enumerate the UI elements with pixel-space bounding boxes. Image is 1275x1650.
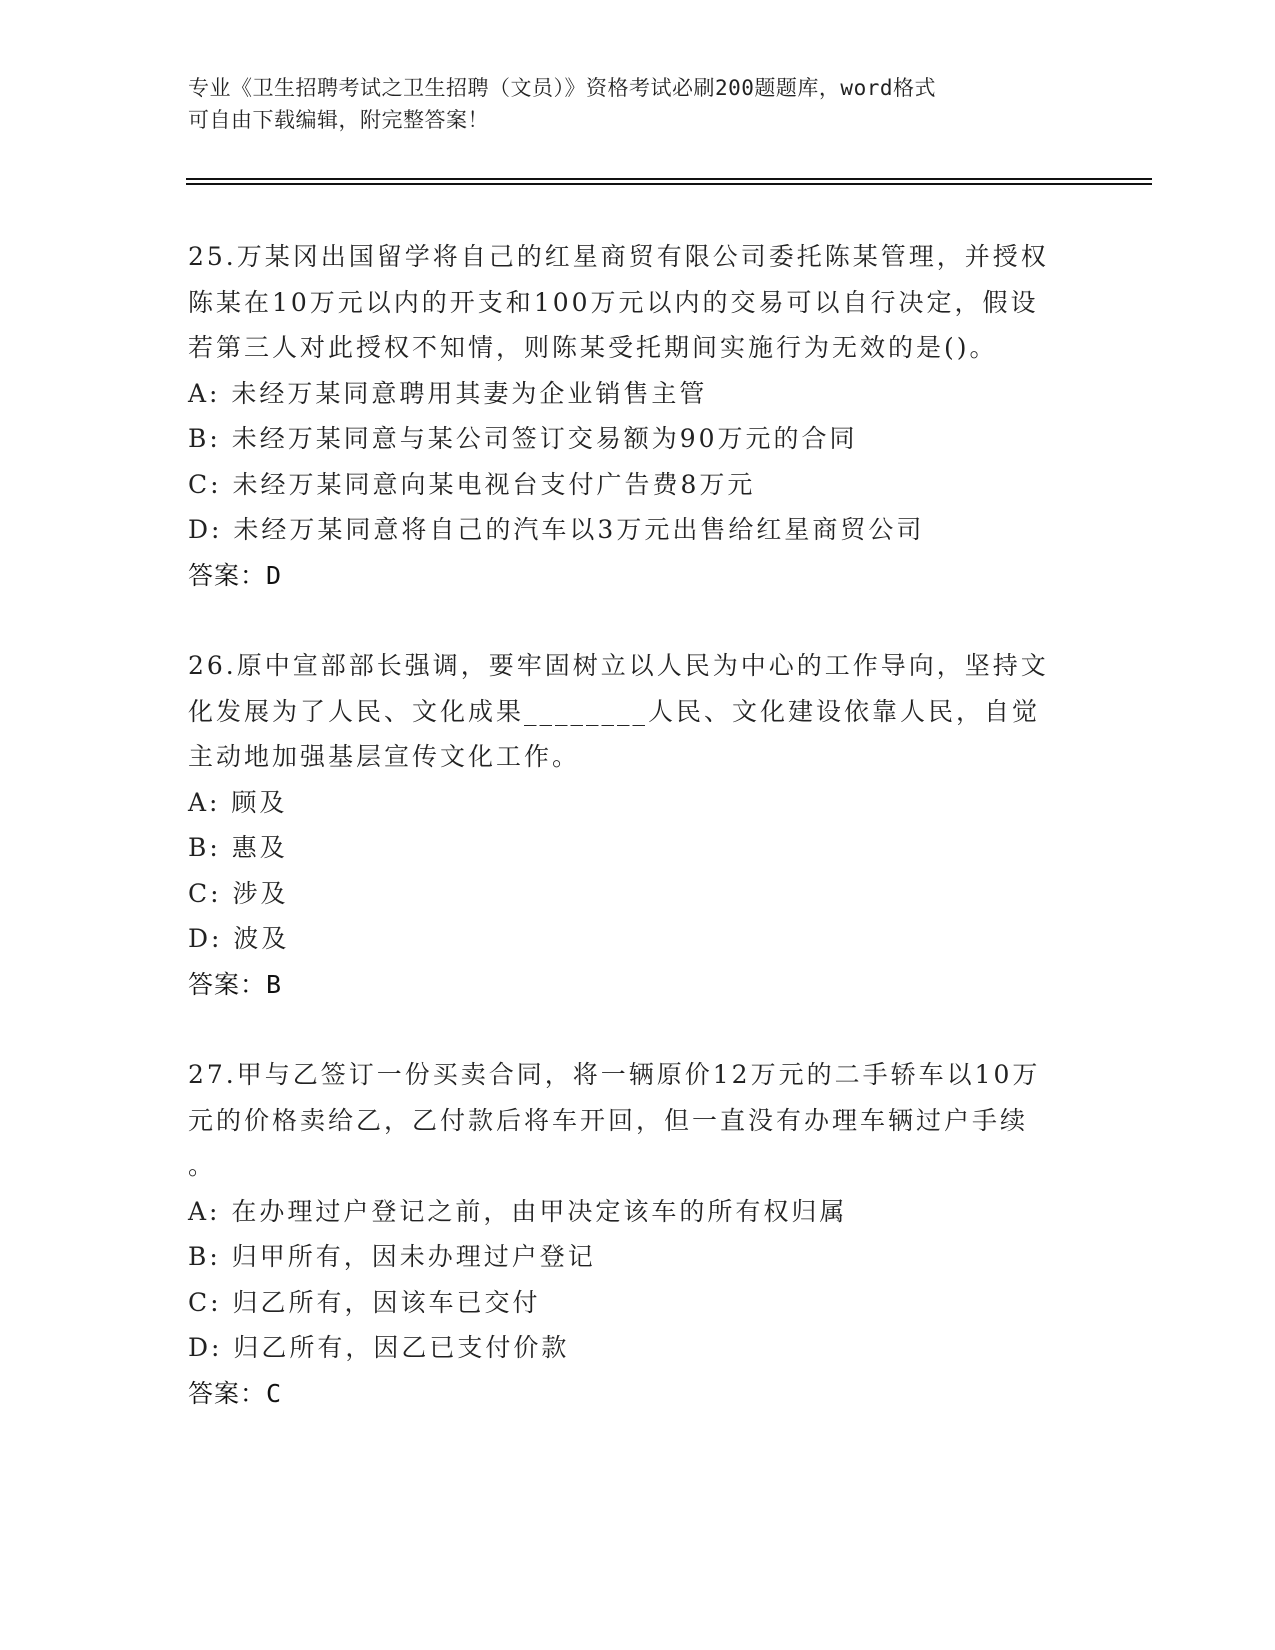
option-c: C: 未经万某同意向某电视台支付广告费8万元 xyxy=(188,469,756,499)
option-d: D: 波及 xyxy=(188,924,290,953)
option-d: D: 归乙所有，因乙已支付价款 xyxy=(188,1333,570,1362)
question-stem-line: 化发展为了人民、文化成果________人民、文化建设依靠人民，自觉 xyxy=(188,696,1041,726)
option-b: B: 惠及 xyxy=(188,833,288,862)
question-26 xyxy=(188,643,1088,1007)
answer-line: 答案：D xyxy=(188,560,283,590)
option-a: A: 在办理过户登记之前，由甲决定该车的所有权归属 xyxy=(188,1196,848,1226)
option-c: C: 涉及 xyxy=(188,878,289,908)
question-27 xyxy=(188,1052,1088,1416)
option-b: B: 未经万某同意与某公司签订交易额为90万元的合同 xyxy=(188,424,858,453)
question-stem-line: 25.万某冈出国留学将自己的红星商贸有限公司委托陈某管理，并授权 xyxy=(188,242,1049,271)
question-stem-line: 26.原中宣部部长强调，要牢固树立以人民为中心的工作导向，坚持文 xyxy=(188,651,1049,680)
header-rule-bottom xyxy=(186,183,1152,185)
question-stem-line: 27.甲与乙签订一份买卖合同，将一辆原价12万元的二手轿车以10万 xyxy=(188,1060,1041,1089)
question-stem-line: 。 xyxy=(188,1151,217,1180)
question-stem-line: 元的价格卖给乙，乙付款后将车开回，但一直没有办理车辆过户手续 xyxy=(188,1105,1029,1135)
option-c: C: 归乙所有，因该车已交付 xyxy=(188,1287,541,1317)
option-b: B: 归甲所有，因未办理过户登记 xyxy=(188,1242,596,1271)
question-25 xyxy=(188,234,1088,598)
document-header xyxy=(188,72,1068,136)
header-rule-top xyxy=(186,178,1152,180)
question-stem-line: 若第三人对此授权不知情，则陈某受托期间实施行为无效的是()。 xyxy=(188,333,998,362)
answer-line: 答案：B xyxy=(188,969,283,999)
option-a: A: 顾及 xyxy=(188,787,288,817)
option-a: A: 未经万某同意聘用其妻为企业销售主管 xyxy=(188,378,708,408)
question-stem-line: 陈某在10万元以内的开支和100万元以内的交易可以自行决定，假设 xyxy=(188,287,1039,317)
option-d: D: 未经万某同意将自己的汽车以3万元出售给红星商贸公司 xyxy=(188,515,925,544)
header-line-2: 可自由下载编辑，附完整答案！ xyxy=(188,108,489,132)
answer-line: 答案：C xyxy=(188,1378,283,1408)
question-stem-line: 主动地加强基层宣传文化工作。 xyxy=(188,742,581,771)
header-line-1: 专业《卫生招聘考试之卫生招聘（文员）》资格考试必刷200题题库，word格式 xyxy=(188,76,936,100)
